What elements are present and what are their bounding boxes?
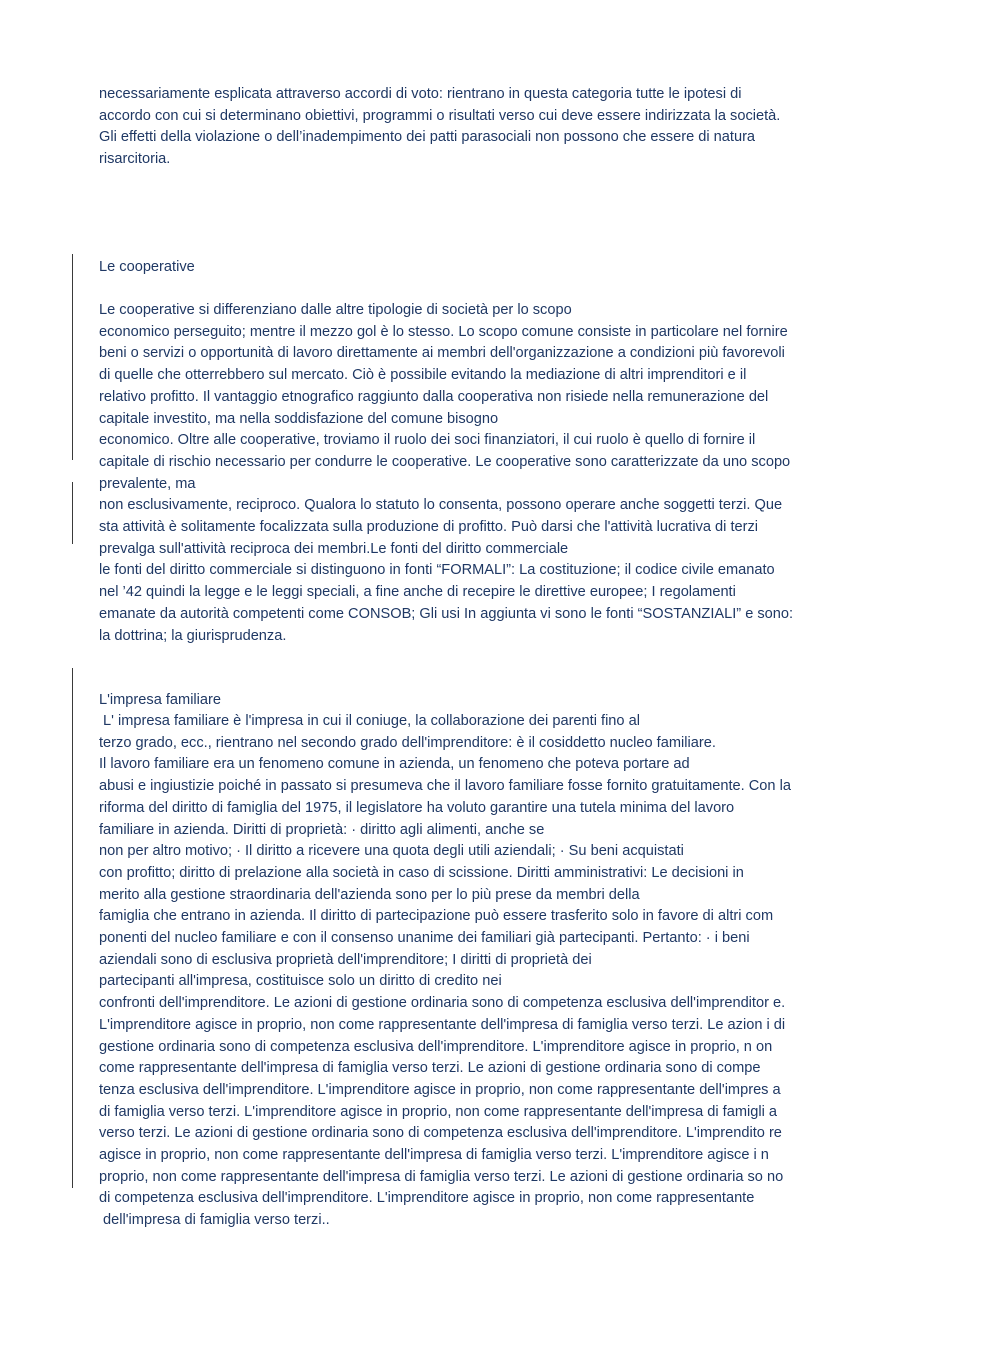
cooperative-paragraph: Le cooperative si differenziano dalle altre tipologie di società per lo scopo economico perseguito; mentre il mezzo gol è lo stesso. Lo scopo comune consiste in particolare nel fornire beni o servizi o opportunità di lavoro direttamente ai membri dell'organizzazione a condizioni più favorevoli di quelle che otterrebbero sul mercato. Ciò è possibile evitando la mediazione di altri imprenditori e il relativo profitto. Il vantaggio etnografico raggiunto dalla cooperativa non risiede nella remunerazione del capitale investito, ma nella soddisfazione del comune bisogno economico. Oltre alle cooperative, troviamo il ruolo dei soci finanziatori, il cui ruolo è quello di fornire il capitale di rischio necessario per condurre le cooperative. Le cooperative sono caratterizzate da uno scopo prevalente, ma non esclusivamente, reciproco. Qualora lo statuto lo consenta, possono operare anche soggetti terzi. Que sta attività è solitamente focalizzata sulla produzione di profitto. Può darsi che l'attività lucrativa di terzi prevalga sull'attività reciproca dei membri.Le fonti del diritto commerciale le fonti del diritto commerciale si distinguono in fonti “FORMALI”: La costituzione; il codice civile emanato nel ’42 quindi la legge e le leggi speciali, a fine anche di recepire le direttive europee; I regolamenti emanate da autorità competenti come CONSOB; Gli usi In aggiunta vi sono le fonti “SOSTANZIALI” e sono: la dottrina; la giurisprudenza. [99, 302, 794, 644]
revision-change-bar [72, 668, 73, 1188]
section-title-cooperative: Le cooperative [99, 259, 195, 275]
revision-change-bar [72, 254, 73, 460]
impresa-familiare-paragraph: L' impresa familiare è l'impresa in cui il coniuge, la collaborazione dei parenti fino al terzo grado, ecc., rientrano nel secondo grado dell'imprenditore: è il cosiddetto nucleo familiare. Il lavoro familiare era un fenomeno comune in azienda, un fenomeno che poteva portare ad abusi e ingiustizie poiché in passato si presumeva che il lavoro familiare fosse fornito gratuitamente. Con la riforma del diritto di famiglia del 1975, il legislatore ha voluto garantire una tutela minima del lavoro familiare in azienda. Diritti di proprietà: · diritto agli alimenti, anche se non per altro motivo; · Il diritto a ricevere una quota degli utili aziendali; · Su beni acquistati con profitto; diritto di prelazione alla società in caso di scissione. Diritti amministrativi: Le decisioni in merito alla gestione straordinaria dell'azienda sono per lo più prese da membri della famiglia che entrano in azienda. Il diritto di partecipazione può essere trasferito solo in favore di altri com ponenti del nucleo familiare e con il consenso unanime dei familiari già partecipanti. Pertanto: · i beni aziendali sono di esclusiva proprietà dell'imprenditore; I diritti di proprietà dei partecipanti all'impresa, costituisce solo un diritto di credito nei confronti dell'imprenditore. Le azioni di gestione ordinaria sono di competenza esclusiva dell'imprenditor e. L'imprenditore agisce in proprio, non come rappresentante dell'impresa di famiglia verso terzi. Le azion i di gestione ordinaria sono di competenza esclusiva dell'imprenditore. L'imprenditore agisce in proprio, n on come rappresentante dell'impresa di famiglia verso terzi. Le azioni di gestione ordinaria sono di compe tenza esclusiva dell'imprenditore. L'imprenditore agisce in proprio, non come rappresentante dell'impres a di famiglia verso terzi. L'imprenditore agisce in proprio, non come rappresentante dell'impresa di famigli a verso terzi. Le azioni di gestione ordinaria sono di competenza esclusiva dell'imprenditore. L'imprendito re agisce in proprio, non come rappresentante dell'impresa di famiglia verso terzi. L'imprenditore agisce i n proprio, non come rappresentante dell'impresa di famiglia verso terzi. Le azioni di gestione ordinaria so no di competenza esclusiva dell'imprenditore. L'imprenditore agisce in proprio, non come rappresentante dell'impresa di famiglia verso terzi.. [99, 713, 791, 1229]
revision-change-bar [72, 482, 73, 544]
section-title-impresa-familiare: L'impresa familiare [99, 692, 222, 708]
intro-paragraph: necessariamente esplicata attraverso accordi di voto: rientrano in questa categoria tutte le ipotesi di accordo con cui si determinano obiettivi, programmi o risultati verso cui deve essere indirizzata la società. Gli effetti della violazione o dell’inadempimento dei patti parasociali non possono che essere di natura risarcitoria. [99, 86, 781, 168]
